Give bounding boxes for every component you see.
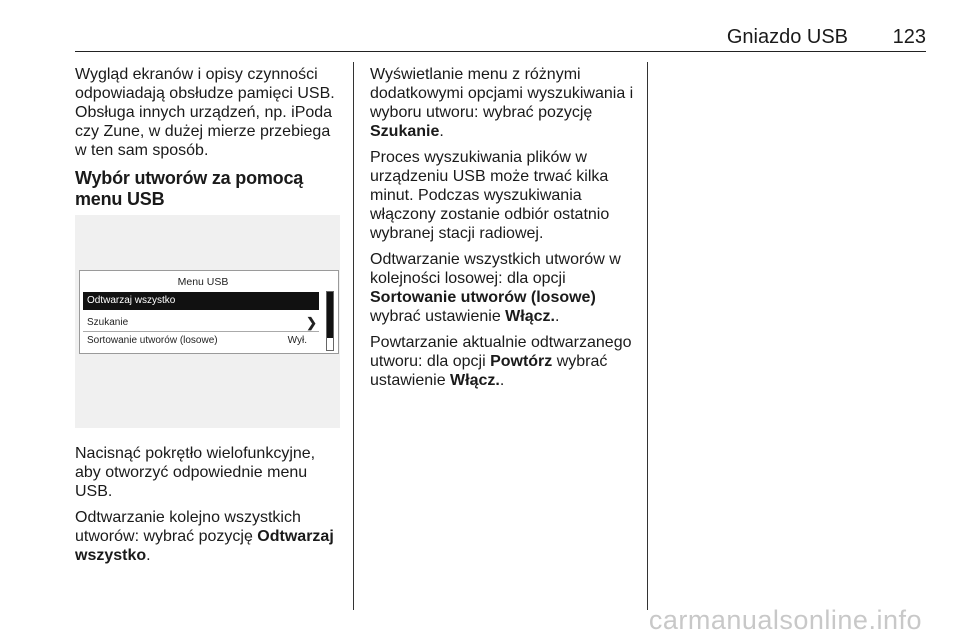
page-header xyxy=(75,20,926,50)
page-number: 123 xyxy=(892,26,926,48)
section-heading: Wybór utworów za pomocą menu USB xyxy=(75,168,304,209)
paragraph-play-all: Odtwarzanie kolejno wszystkich utworów: wybrać pozycję Odtwarzaj wszystko. xyxy=(75,509,334,564)
menu-item-label: Szukanie xyxy=(87,317,129,328)
column-divider-2 xyxy=(647,62,648,610)
paragraph-shuffle: Odtwarzanie wszystkich utworów w kolejności losowej: dla opcji Sortowanie utworów (losowe) wybrać ustawienie Włącz.. xyxy=(370,251,621,325)
scrollbar-thumb xyxy=(327,292,333,338)
option-shuffle: Sortowanie utworów (losowe) xyxy=(370,289,596,306)
option-search: Szukanie xyxy=(370,123,440,140)
section-title: Gniazdo USB xyxy=(726,26,848,48)
setting-on: Włącz. xyxy=(505,308,555,325)
left-column xyxy=(75,65,343,220)
option-play-all: Odtwarzaj wszystko xyxy=(75,528,334,564)
chevron-right-icon: ❯ xyxy=(306,315,317,330)
menu-item-play-all xyxy=(83,292,319,310)
intro-paragraph: Wygląd ekranów i opisy czynności odpowiadają obsłudze pamięci USB. Obsługa innych urządzeń, np. iPoda czy Zune, w dużej mierze przebiega w ten sam sposób. xyxy=(75,66,335,159)
paragraph-search: Wyświetlanie menu z różnymi dodatkowymi opcjami wyszukiwania i wyboru utworu: wybrać pozycję Szukanie. xyxy=(370,66,634,140)
paragraph-search-duration: Proces wyszukiwania plików w urządzeniu USB może trwać kilka minut. Podczas wyszukiwania włączony zostanie odbiór ostatnio wybranej stacji radiowej. xyxy=(370,149,610,242)
menu-title: Menu USB xyxy=(177,276,229,288)
usb-menu-screen xyxy=(79,270,339,354)
option-repeat: Powtórz xyxy=(490,353,553,370)
header-rule xyxy=(75,51,926,52)
menu-item-search xyxy=(83,314,319,332)
menu-scrollbar xyxy=(326,291,334,351)
right-column xyxy=(370,65,638,397)
setting-on: Włącz. xyxy=(450,372,500,389)
menu-item-shuffle xyxy=(83,332,319,350)
menu-item-label: Sortowanie utworów (losowe) xyxy=(87,335,218,346)
left-column-lower xyxy=(75,444,343,572)
menu-item-label: Odtwarzaj wszystko xyxy=(87,295,176,306)
menu-item-value: Wył. xyxy=(287,335,307,346)
watermark: carmanualsonline.info xyxy=(648,605,922,635)
paragraph-open-menu: Nacisnąć pokrętło wielofunkcyjne, aby otworzyć odpowiednie menu USB. xyxy=(75,445,316,500)
paragraph-repeat: Powtarzanie aktualnie odtwarzanego utworu: dla opcji Powtórz wybrać ustawienie Włącz.. xyxy=(370,334,632,389)
column-divider-1 xyxy=(353,62,354,610)
usb-menu-figure xyxy=(75,215,340,428)
